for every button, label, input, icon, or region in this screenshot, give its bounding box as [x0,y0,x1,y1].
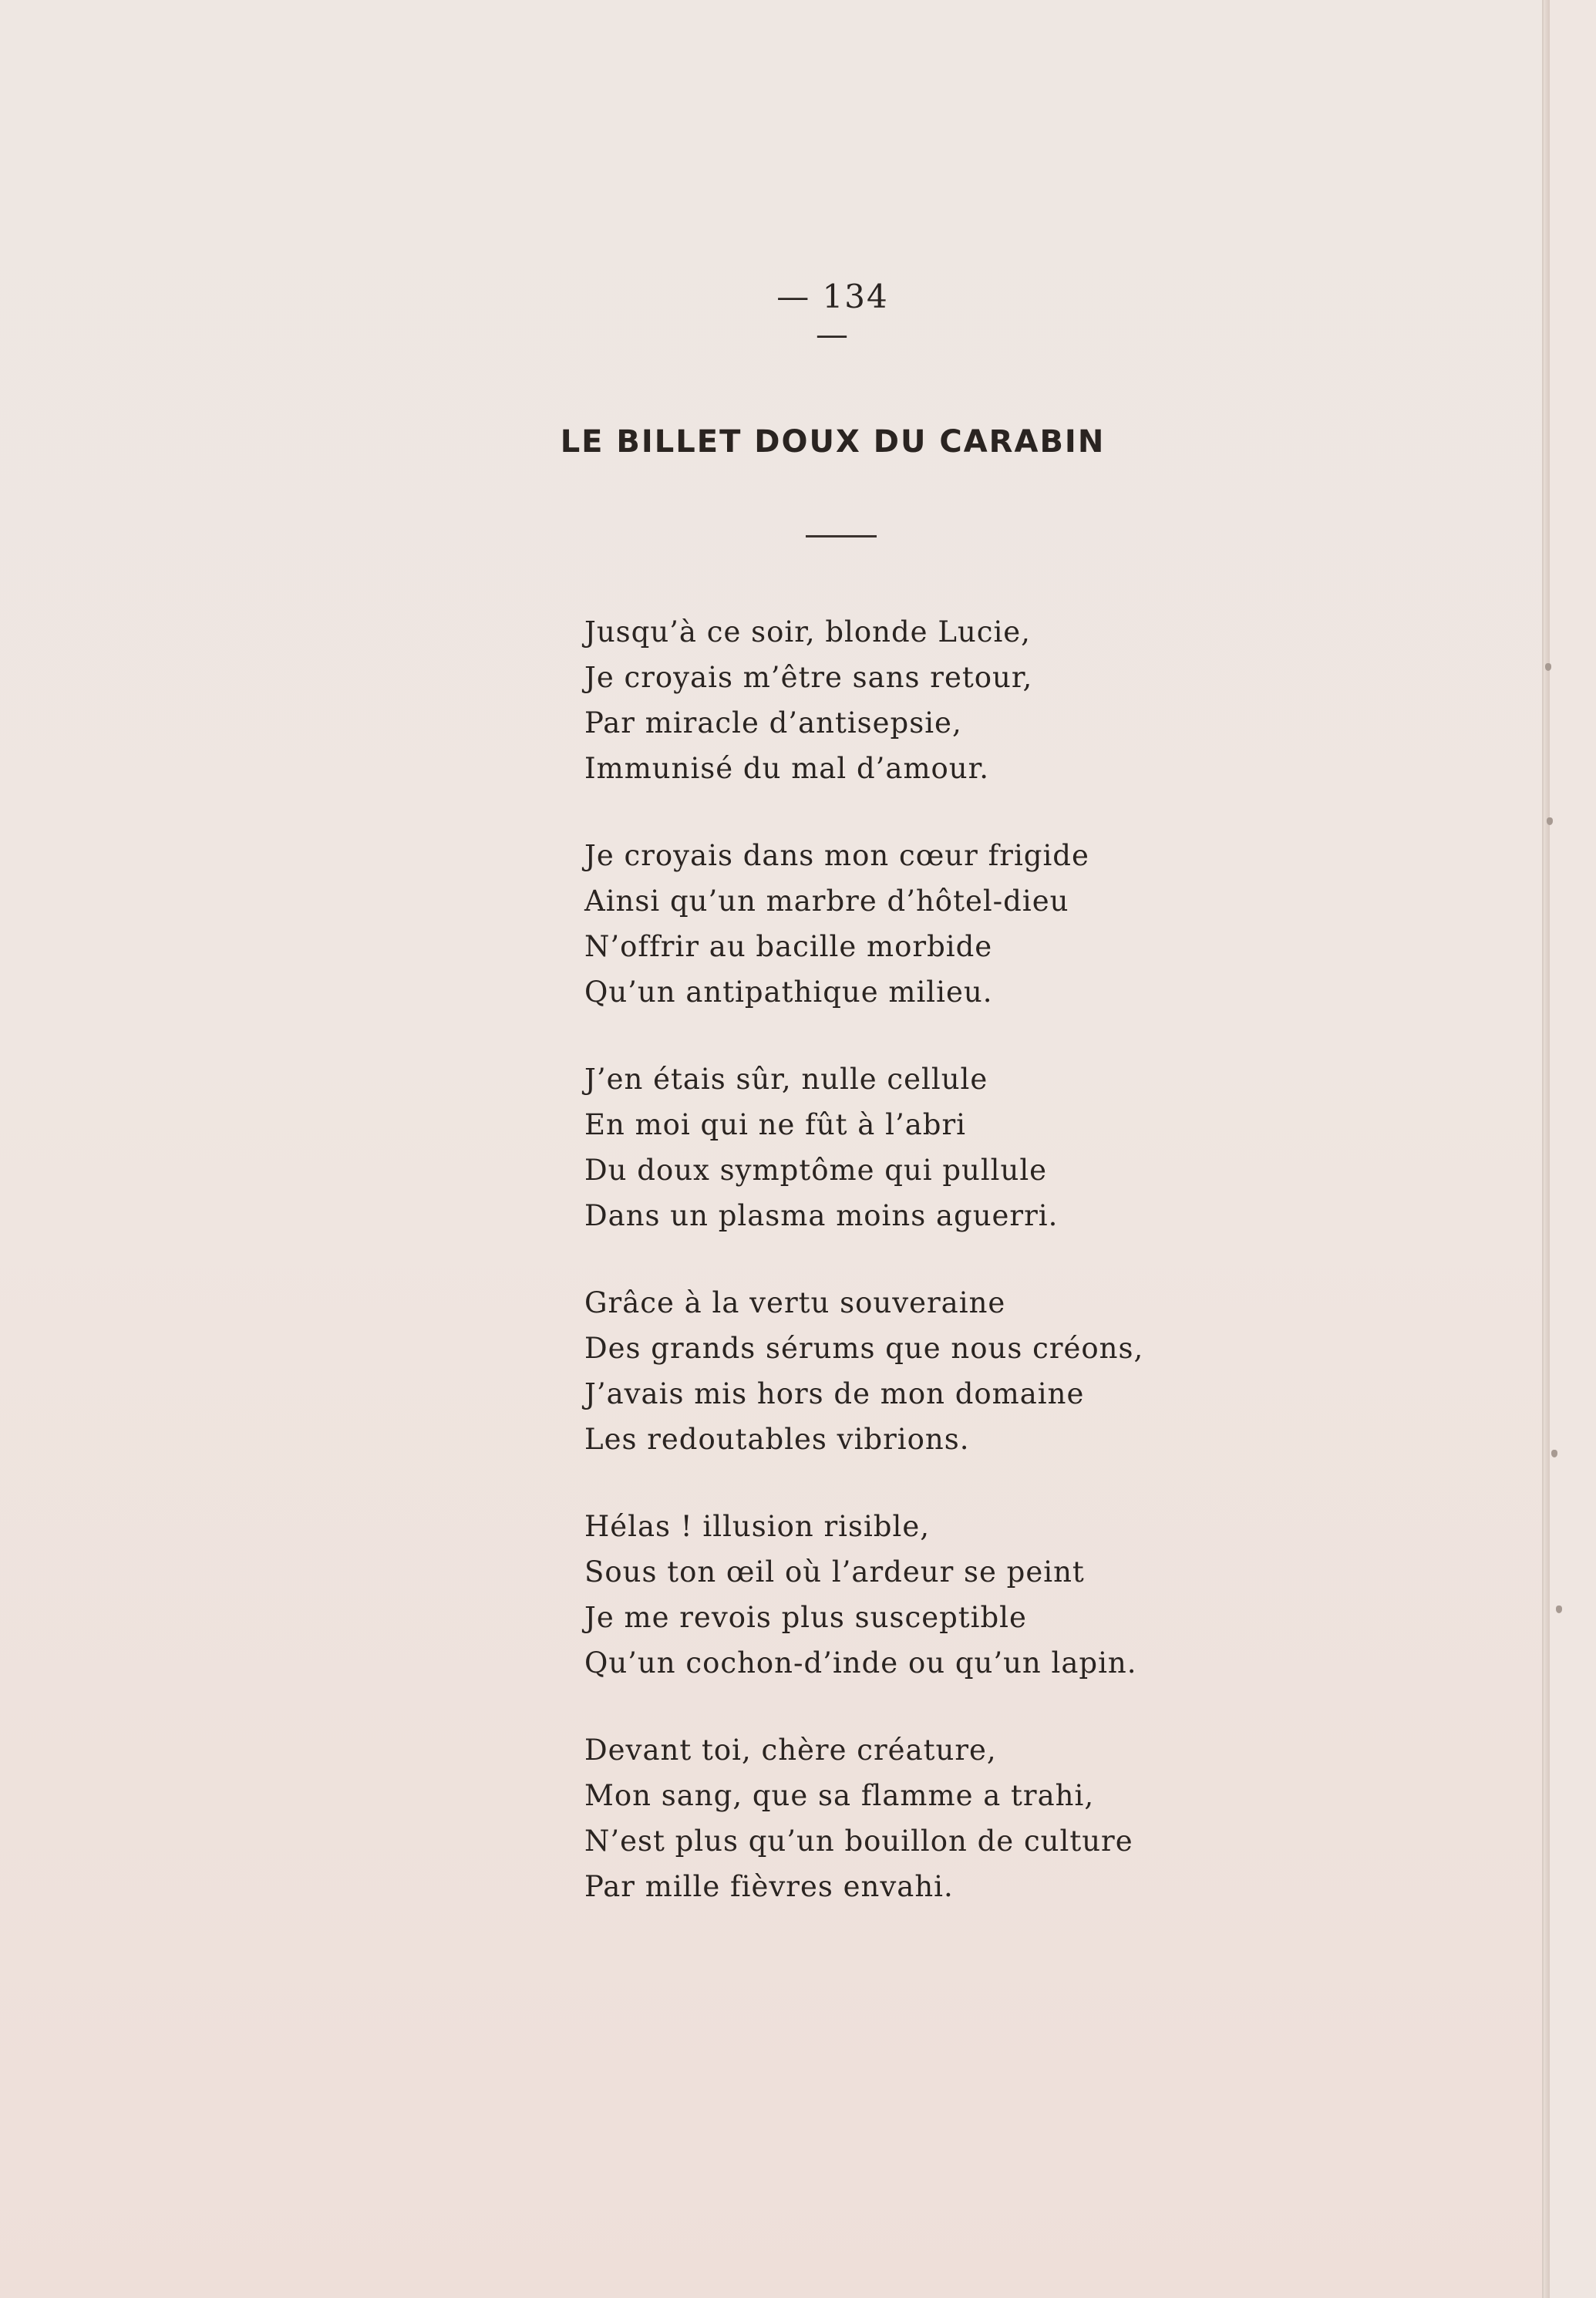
verse-line: Qu’un cochon-d’inde ou qu’un lapin. [584,1646,1137,1680]
title-divider [806,535,877,537]
verse-line: N’offrir au bacille morbide [584,930,993,963]
stanza [584,609,1186,791]
verse-line: Dans un plasma moins aguerri. [584,1199,1059,1232]
verse-line: Ainsi qu’un marbre d’hôtel-dieu [584,884,1069,918]
verse-line: Du doux symptôme qui pullule [584,1154,1048,1187]
verse-line: Par mille fièvres envahi. [584,1870,954,1903]
verse-line: Je me revois plus susceptible [584,1601,1027,1634]
paper-speck [1551,1450,1557,1457]
verse-line: Qu’un antipathique milieu. [584,975,993,1009]
paper-speck [1556,1606,1562,1613]
stanza [584,1056,1186,1238]
verse-line: N’est plus qu’un bouillon de culture [584,1825,1133,1858]
verse-line: Les redoutables vibrions. [584,1423,970,1456]
verse-line: Devant toi, chère créature, [584,1734,997,1767]
verse-line: En moi qui ne fût à l’abri [584,1108,966,1141]
verse-line: Hélas ! illusion risible, [584,1510,930,1543]
stanza [584,1727,1186,1909]
stanza [584,1280,1186,1462]
next-page-edge [1550,0,1596,2298]
stanza [584,833,1186,1015]
verse-line: Mon sang, que sa flamme a trahi, [584,1779,1095,1812]
verse-line: Grâce à la vertu souveraine [584,1286,1006,1319]
verse-line: Sous ton œil où l’ardeur se peint [584,1555,1085,1589]
verse-line: Immunisé du mal d’amour. [584,752,990,785]
verse-line: Des grands sérums que nous créons, [584,1332,1144,1365]
verse-line: Par miracle d’antisepsie, [584,706,962,740]
verse-line: Je croyais dans mon cœur frigide [584,839,1089,872]
paper-speck [1547,817,1553,825]
stanza [584,1504,1186,1686]
verse-line: Je croyais m’être sans retour, [584,661,1033,694]
verse-line: J’en étais sûr, nulle cellule [584,1063,988,1096]
poem-body [584,609,1186,1951]
paper-speck [1545,663,1551,671]
page-number: — 134 — [776,278,889,353]
poem-title: LE BILLET DOUX DU CARABIN [560,424,1106,460]
verse-line: Jusqu’à ce soir, blonde Lucie, [584,615,1031,649]
verse-line: J’avais mis hors de mon domaine [584,1377,1085,1410]
